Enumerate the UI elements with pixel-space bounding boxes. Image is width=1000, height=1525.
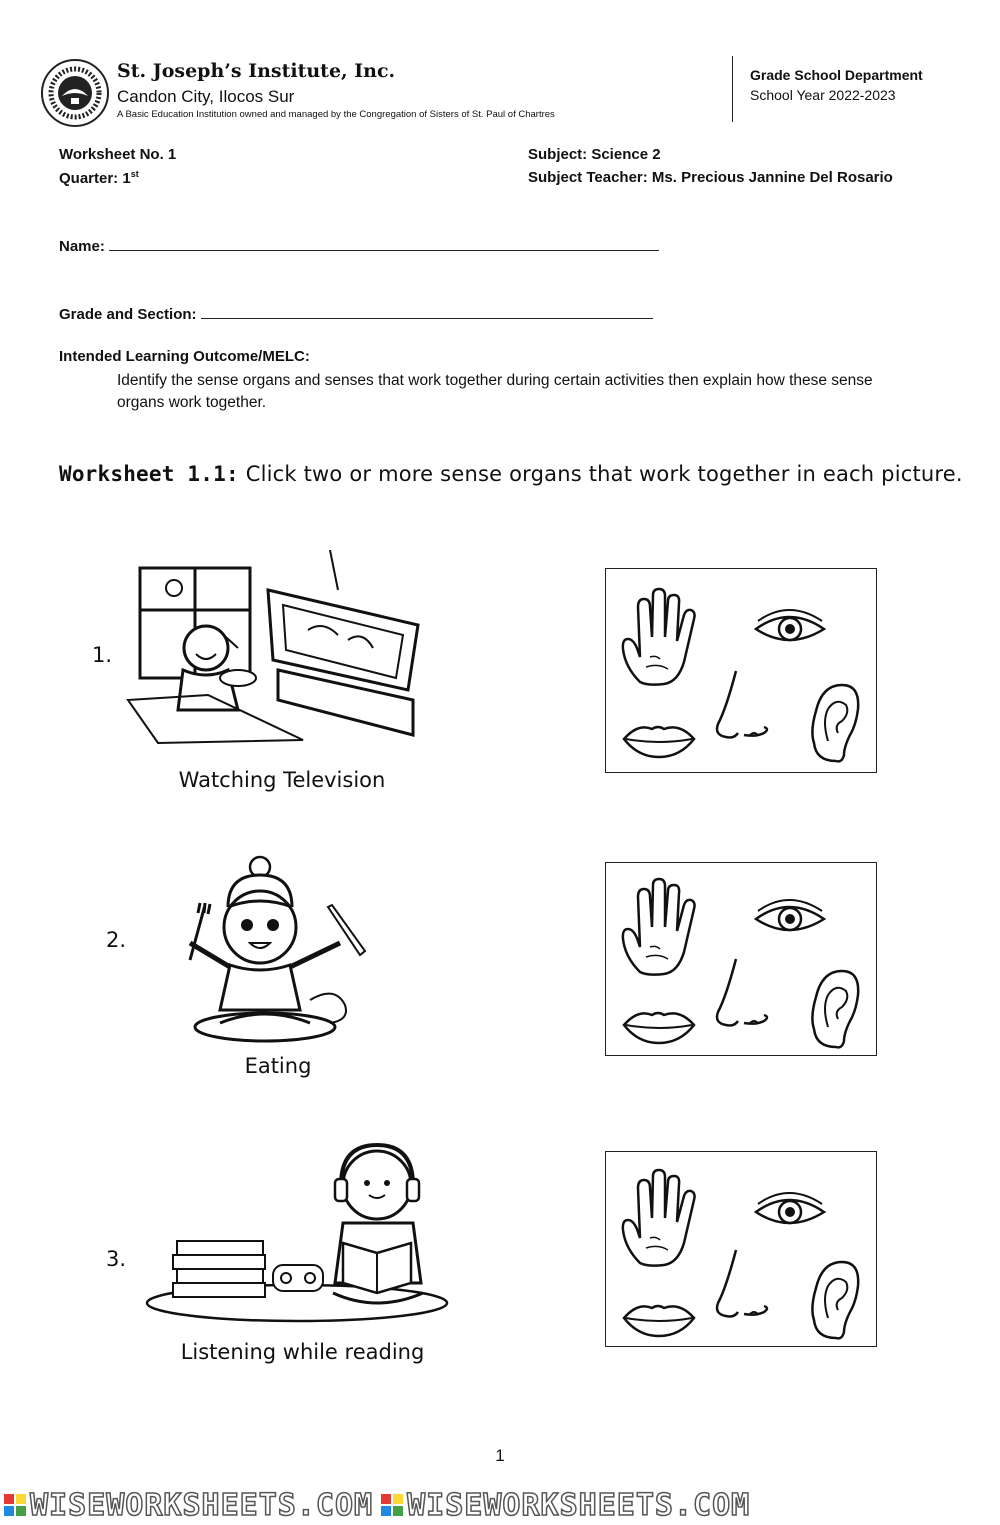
item-caption: Watching Television — [178, 768, 386, 792]
eye-icon[interactable] — [754, 1190, 826, 1234]
sense-organs-box — [605, 862, 877, 1056]
listening-while-reading-illustration — [143, 1143, 451, 1328]
hand-icon[interactable] — [620, 877, 700, 977]
grade-section-label: Grade and Section: — [59, 306, 197, 323]
subject-teacher: Subject Teacher: Ms. Precious Jannine Del Rosario — [528, 169, 893, 186]
quarter-sup: st — [130, 169, 139, 179]
ear-icon[interactable] — [808, 681, 864, 765]
sense-organs-box — [605, 568, 877, 773]
institution-description: A Basic Education Institution owned and managed by the Congregation of Sisters of St. Paul of Chartres — [117, 109, 555, 120]
header-divider — [732, 56, 733, 122]
instruction-text: Click two or more sense organs that work together in each picture. — [245, 462, 963, 486]
brand-grid-icon — [381, 1494, 403, 1516]
footer-brand: WISEWORKSHEETS.COM — [407, 1487, 751, 1523]
name-line[interactable] — [109, 235, 659, 251]
school-year: School Year 2022-2023 — [750, 87, 896, 103]
department: Grade School Department — [750, 67, 923, 83]
eye-icon[interactable] — [754, 607, 826, 651]
nose-icon[interactable] — [714, 957, 774, 1031]
worksheet-number: Worksheet No. 1 — [59, 146, 177, 163]
grade-section-line[interactable] — [201, 303, 653, 319]
eye-icon[interactable] — [754, 897, 826, 941]
outcome-heading: Intended Learning Outcome/MELC: — [59, 348, 310, 365]
ear-icon[interactable] — [808, 967, 864, 1051]
item-number: 3. — [106, 1247, 127, 1271]
item-number: 2. — [106, 928, 127, 952]
footer-brand: WISEWORKSHEETS.COM — [30, 1487, 374, 1523]
worksheet-instruction — [59, 462, 963, 486]
lips-icon[interactable] — [622, 1005, 696, 1045]
ear-icon[interactable] — [808, 1258, 864, 1342]
name-label: Name: — [59, 238, 105, 255]
institution-city: Candon City, Ilocos Sur — [117, 87, 295, 106]
lips-icon[interactable] — [622, 1298, 696, 1338]
grade-section-field — [59, 303, 653, 323]
item-caption: Listening while reading — [180, 1340, 425, 1364]
lips-icon[interactable] — [622, 719, 696, 759]
item-caption: Eating — [244, 1054, 312, 1078]
subject: Subject: Science 2 — [528, 146, 661, 163]
quarter — [59, 169, 139, 187]
nose-icon[interactable] — [714, 669, 774, 743]
institution-name: St. Joseph’s Institute, Inc. — [117, 60, 396, 82]
page-number: 1 — [495, 1446, 505, 1465]
hand-icon[interactable] — [620, 1168, 700, 1268]
nose-icon[interactable] — [714, 1248, 774, 1322]
quarter-label: Quarter: 1 — [59, 170, 131, 187]
outcome-text: Identify the sense organs and senses that work together during certain activities then explain how these sense organs work together. — [117, 372, 873, 411]
worksheet-title: Worksheet 1.1: — [59, 462, 239, 486]
hand-icon[interactable] — [620, 587, 700, 687]
watching-television-illustration — [118, 550, 426, 745]
sense-organs-box — [605, 1151, 877, 1347]
footer-watermark — [0, 1485, 1000, 1525]
item-number: 1. — [92, 643, 113, 667]
brand-grid-icon — [4, 1494, 26, 1516]
name-field — [59, 235, 659, 255]
eating-illustration — [150, 855, 400, 1045]
school-seal-logo — [40, 58, 110, 128]
